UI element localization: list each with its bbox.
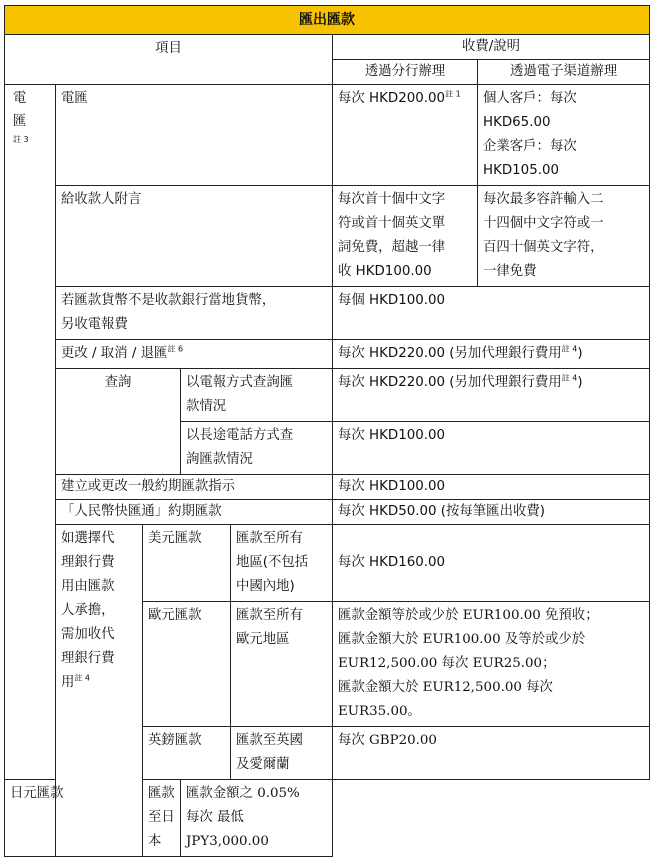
agent-usd-fee: 每次 HKD160.00 <box>333 525 650 602</box>
fee-rmb: 每次 HKD50.00 (按每筆匯出收費) <box>333 500 650 525</box>
agent-gbp-destination <box>231 727 333 780</box>
table-row <box>5 340 650 369</box>
item-currency-cable <box>56 287 333 340</box>
item-enquiry-phone <box>181 422 333 475</box>
fee-amend <box>333 340 650 369</box>
footnote-ref: 註 4 <box>74 673 91 683</box>
fee-line: HKD65.00 <box>483 115 551 130</box>
fee-line: 企業客戶：每次 <box>483 139 577 154</box>
table-row <box>5 369 650 422</box>
item-line: 若匯款貨幣不是收款銀行當地貨幣， <box>61 293 276 308</box>
agent-jpy-destination: 匯款至日本 <box>143 780 181 857</box>
dest-line: 中國內地) <box>236 579 295 594</box>
fee-line: 收 HKD100.00 <box>338 264 432 279</box>
agent-eur-currency: 歐元匯款 <box>143 602 231 727</box>
dest-line: 匯款至所有 <box>236 531 303 546</box>
dest-line: 及愛爾蘭 <box>236 757 290 772</box>
agent-eur-destination <box>231 602 333 727</box>
agent-gbp-fee: 每次 GBP20.00 <box>333 727 650 780</box>
item-rmb: 「人民幣快匯通」約期匯款 <box>56 500 333 525</box>
table-row <box>5 186 650 287</box>
fee-line: EUR35.00。 <box>338 704 421 719</box>
item-message: 給收款人附言 <box>56 186 333 287</box>
section-label-note: 註 3 <box>13 135 29 144</box>
title-row <box>5 6 650 35</box>
table-row <box>5 85 650 186</box>
table-title: 匯出匯款 <box>5 6 650 35</box>
dest-line: 地區(不包括 <box>236 555 309 570</box>
item-amend <box>56 340 333 369</box>
agent-usd-destination <box>231 525 333 602</box>
item-line: 理銀行費 <box>61 555 115 570</box>
fee-text: 每次 HKD220.00 (另加代理銀行費用 <box>338 346 562 361</box>
item-line: 另收電報費 <box>61 317 128 332</box>
table-row <box>5 287 650 340</box>
item-line: 如選擇代 <box>61 531 115 546</box>
item-line: 需加收代 <box>61 627 115 642</box>
item-enquiry-cable <box>181 369 333 422</box>
item-line: 人承擔， <box>61 603 115 618</box>
remittance-fee-document <box>4 5 649 857</box>
fee-message-branch <box>333 186 478 287</box>
footnote-ref: 註 4 <box>561 373 578 383</box>
fee-line: 匯款金額之 0.05% <box>186 786 300 801</box>
footnote-ref: 註 6 <box>167 344 184 354</box>
fee-message-electronic <box>478 186 650 287</box>
fee-line: EUR12,500.00 每次 EUR25.00； <box>338 656 556 671</box>
outward-remittance-fee-table <box>4 5 650 857</box>
header-row <box>5 35 650 60</box>
section-label-char: 匯 <box>13 114 27 129</box>
table-row <box>5 500 650 525</box>
fee-enquiry-cable <box>333 369 650 422</box>
item-line: 以長途電話方式查 <box>186 428 294 443</box>
fee-line: 一律免費 <box>483 264 537 279</box>
item-telegraphic: 電匯 <box>56 85 333 186</box>
header-branch: 透過分行辦理 <box>333 60 478 85</box>
header-item: 項目 <box>5 35 333 85</box>
agent-jpy-currency: 日元匯款 <box>5 780 143 857</box>
fee-text-tail: ) <box>577 375 583 390</box>
fee-text: 每次 HKD220.00 (另加代理銀行費用 <box>338 375 562 390</box>
item-enquiry-label: 查詢 <box>56 369 181 475</box>
fee-line: 匯款金額等於或少於 EUR100.00 免預收； <box>338 608 599 623</box>
fee-line: 百四十個英文字符， <box>483 240 604 255</box>
footnote-ref: 註 1 <box>445 89 461 99</box>
dest-line: 歐元地區 <box>236 632 290 647</box>
fee-text-tail: ) <box>577 346 583 361</box>
footnote-ref: 註 4 <box>561 344 578 354</box>
item-line: 款情況 <box>186 399 227 414</box>
fee-line: HKD105.00 <box>483 163 560 178</box>
section-label-char: 電 <box>13 91 27 106</box>
table-row <box>5 475 650 500</box>
fee-line: 每次最多容許輸入二 <box>483 192 604 207</box>
item-line: 用由匯款 <box>61 579 115 594</box>
fee-telegraphic-electronic <box>478 85 650 186</box>
item-line: 詢匯款情況 <box>186 452 253 467</box>
item-text: 更改 / 取消 / 退匯 <box>61 346 168 361</box>
item-line: 以電報方式查詢匯 <box>186 375 294 390</box>
agent-eur-fee <box>333 602 650 727</box>
header-fee: 收費/說明 <box>333 35 650 60</box>
table-row <box>5 780 650 857</box>
item-standing: 建立或更改一般約期匯款指示 <box>56 475 333 500</box>
table-row <box>5 525 650 602</box>
fee-currency-cable: 每個 HKD100.00 <box>333 287 650 340</box>
fee-standing: 每次 HKD100.00 <box>333 475 650 500</box>
dest-line: 匯款至所有 <box>236 608 303 623</box>
fee-text: 每次 HKD200.00 <box>338 91 446 106</box>
fee-enquiry-phone: 每次 HKD100.00 <box>333 422 650 475</box>
fee-line: 詞免費，超越一律 <box>338 240 446 255</box>
header-electronic: 透過電子渠道辦理 <box>478 60 650 85</box>
fee-line: 每次首十個中文字 <box>338 192 446 207</box>
dest-line: 匯款至英國 <box>236 733 303 748</box>
agent-jpy-fee <box>181 780 333 857</box>
fee-line: 每次 最低 JPY3,000.00 <box>186 810 269 849</box>
agent-gbp-currency: 英鎊匯款 <box>143 727 231 780</box>
fee-line: 個人客戶：每次 <box>483 91 577 106</box>
fee-line: 十四個中文字符或一 <box>483 216 604 231</box>
fee-line: 匯款金額大於 EUR12,500.00 每次 <box>338 680 553 695</box>
fee-line: 匯款金額大於 EUR100.00 及等於或少於 <box>338 632 586 647</box>
item-line: 理銀行費 <box>61 651 115 666</box>
agent-usd-currency: 美元匯款 <box>143 525 231 602</box>
item-line: 用$^{註 4}$ <box>61 673 91 690</box>
section-label-telegraphic <box>5 85 56 780</box>
fee-telegraphic-branch <box>333 85 478 186</box>
fee-line: 符或首十個英文單 <box>338 216 446 231</box>
